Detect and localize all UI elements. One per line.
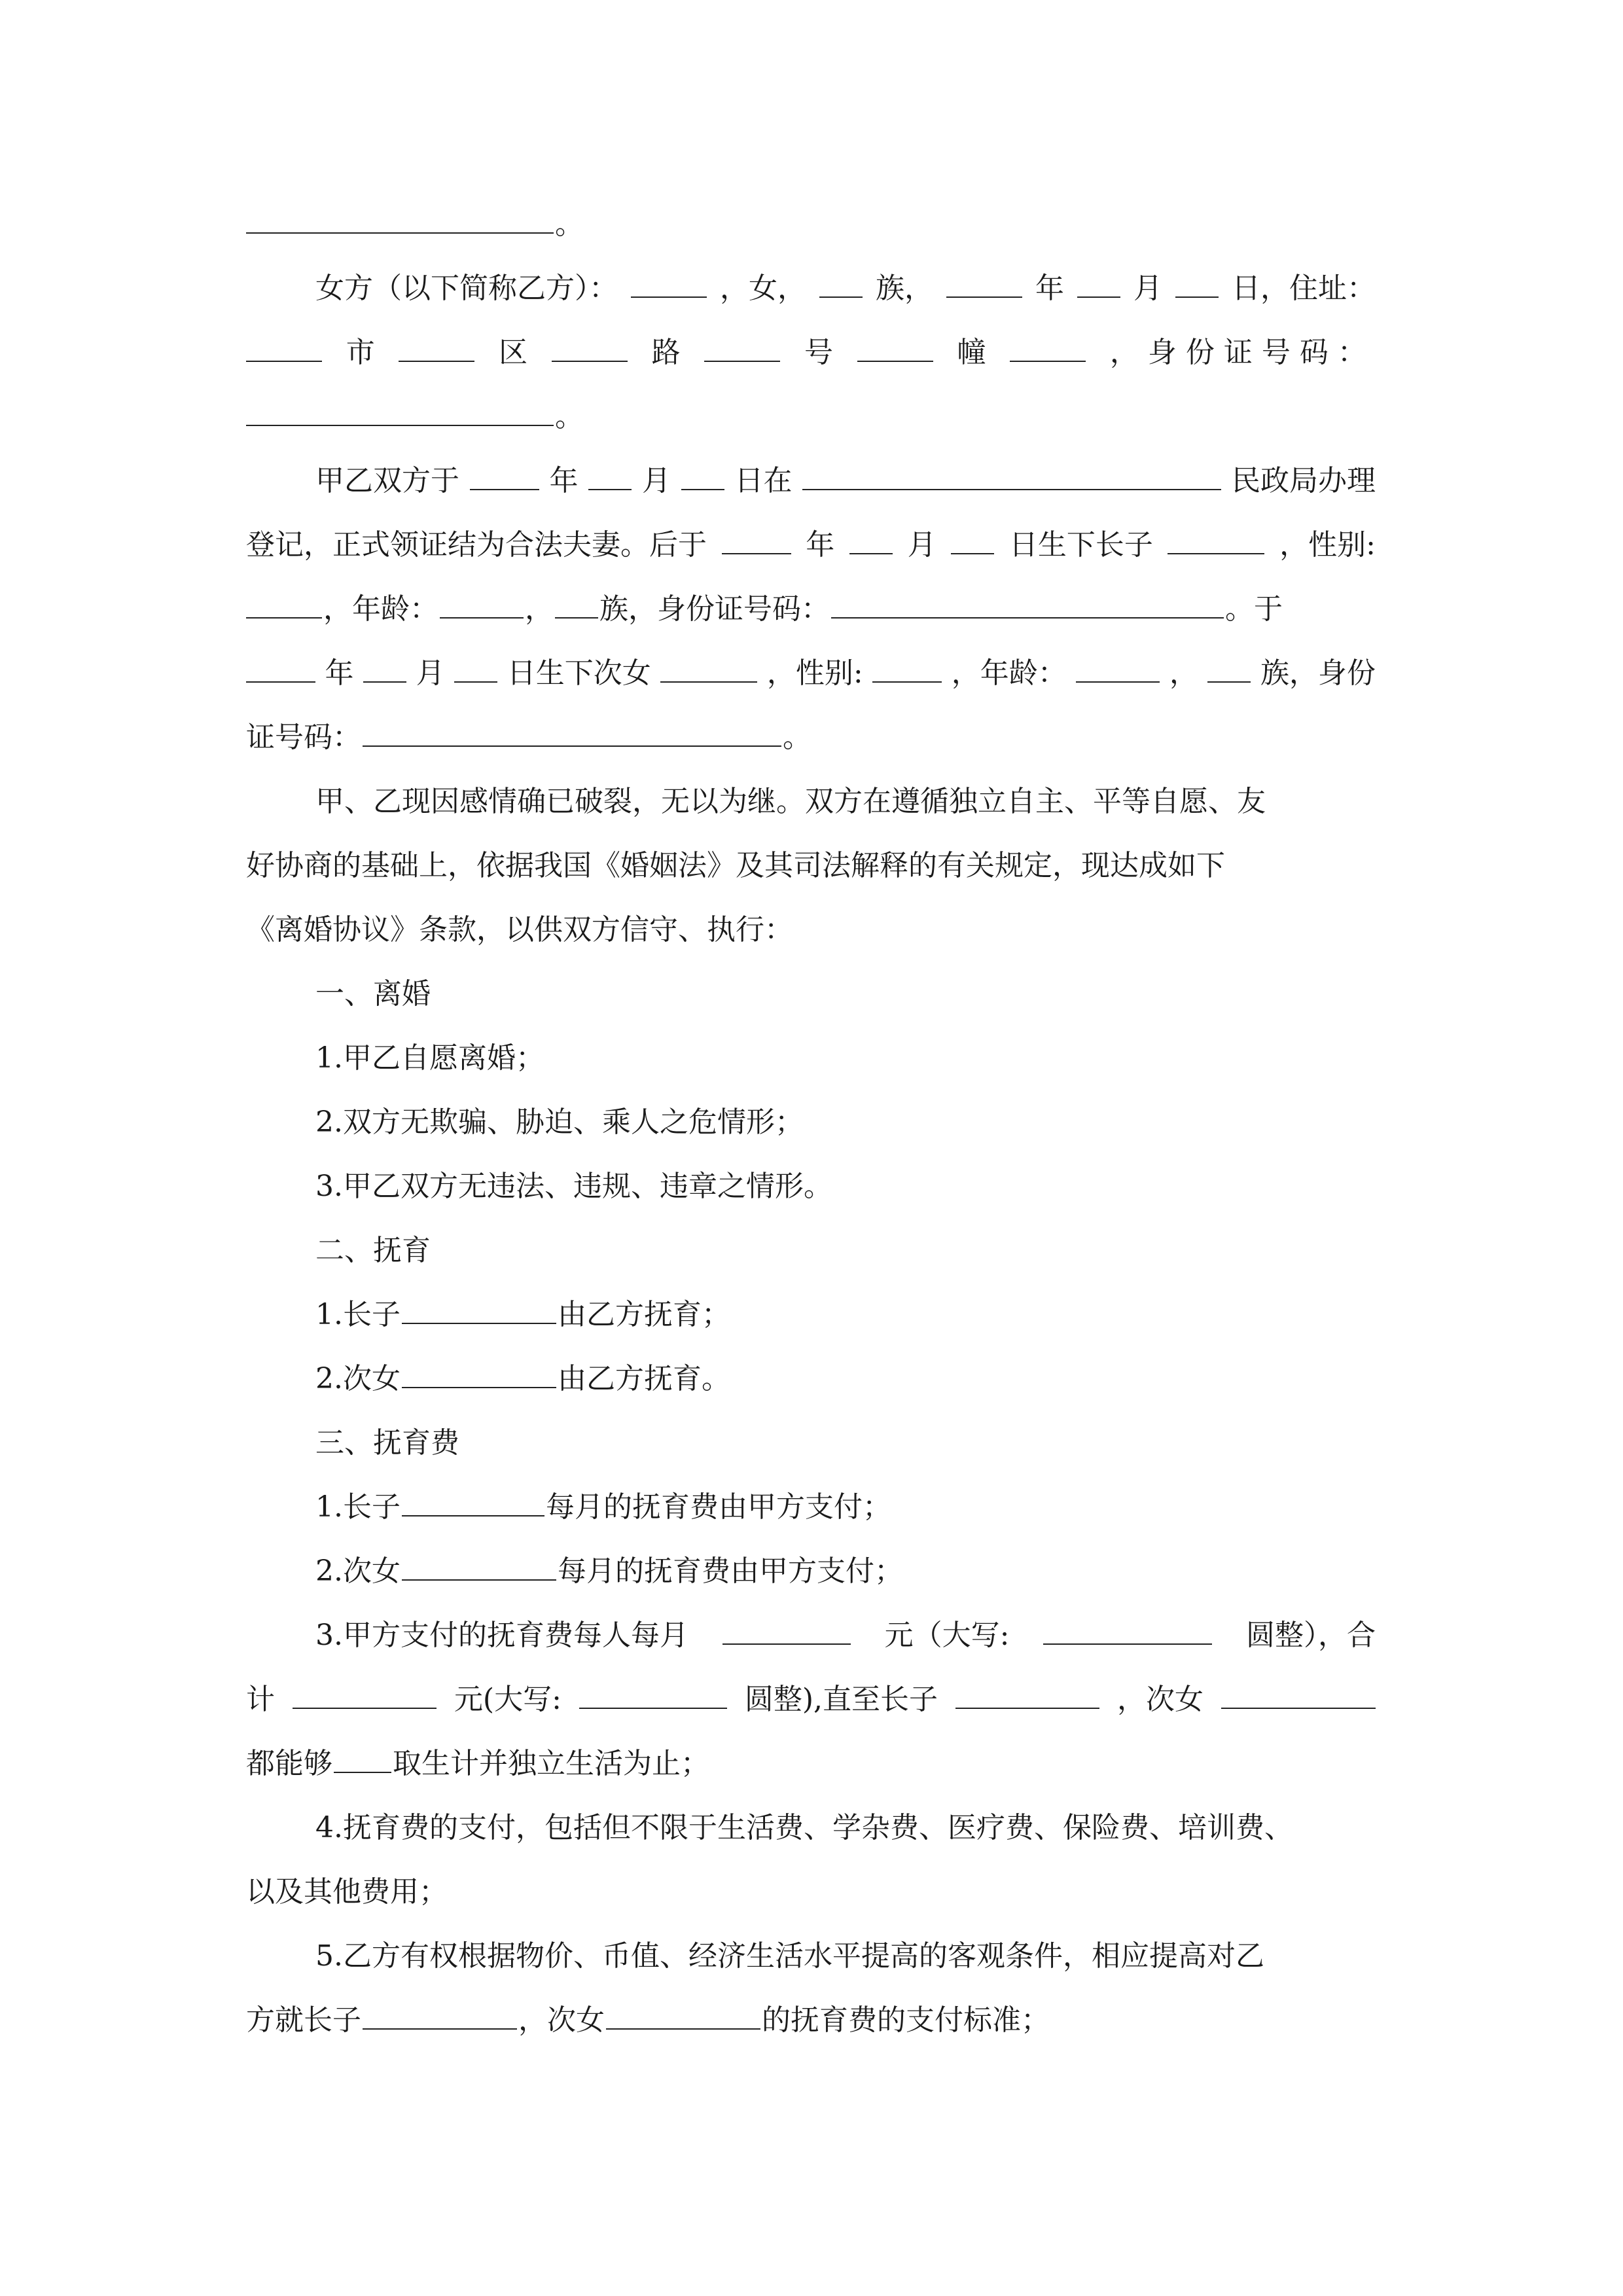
fill-blank[interactable] — [955, 1679, 1099, 1709]
fill-blank[interactable] — [402, 1294, 556, 1324]
doc-line — [246, 264, 1376, 330]
text-segment: 区 — [499, 336, 528, 369]
text-segment: ， — [1169, 656, 1198, 690]
clause-item — [246, 1291, 1376, 1356]
fill-blank[interactable] — [246, 332, 322, 362]
fill-blank[interactable] — [831, 588, 1224, 619]
text-segment: ， — [525, 592, 554, 626]
fill-blank[interactable] — [246, 396, 554, 426]
text-segment: 方就长子 — [246, 2003, 361, 2037]
text-segment: 年 — [325, 656, 354, 690]
fill-blank[interactable] — [552, 332, 628, 362]
text-segment: 月 — [907, 528, 936, 562]
fill-blank[interactable] — [440, 588, 524, 619]
text-segment: 的抚育费的支付标准； — [762, 2003, 1050, 2037]
text-segment: 取生计并独立生活为止； — [393, 1747, 709, 1780]
fill-blank[interactable] — [402, 1358, 556, 1388]
text-segment: ，身份证号码： — [1109, 336, 1376, 369]
clause-item — [246, 1611, 1376, 1677]
text-segment: 路 — [651, 336, 681, 369]
fill-blank[interactable] — [849, 524, 893, 554]
text-segment: ，女， — [720, 272, 806, 305]
text-segment: 民政局办理 — [1232, 464, 1376, 497]
fill-blank[interactable] — [399, 332, 474, 362]
fill-blank[interactable] — [606, 2000, 760, 2030]
text-segment: 月 — [1133, 272, 1162, 305]
text-segment: ，次女 — [518, 2003, 605, 2037]
text-segment: 每月的抚育费由甲方支付； — [557, 1554, 903, 1588]
fill-blank[interactable] — [454, 653, 497, 683]
fill-blank[interactable] — [363, 717, 781, 747]
text-segment: ，性别: — [766, 656, 863, 690]
fill-blank[interactable] — [293, 1679, 437, 1709]
fill-blank[interactable] — [681, 460, 724, 490]
fill-blank[interactable] — [1076, 653, 1160, 683]
fill-blank[interactable] — [588, 460, 632, 490]
fill-blank[interactable] — [1010, 332, 1086, 362]
text-segment: ，年龄： — [951, 656, 1067, 690]
doc-line — [246, 585, 1376, 651]
fill-blank[interactable] — [946, 268, 1022, 298]
fill-blank[interactable] — [722, 1615, 851, 1645]
clause-item: 2.双方无欺骗、胁迫、乘人之危情形； — [315, 1105, 804, 1139]
text-segment: 幢 — [957, 336, 986, 369]
text-segment: 计 — [246, 1683, 275, 1716]
text-segment: 2.次女 — [315, 1362, 401, 1395]
paragraph-line: 甲、乙现因感情确已破裂，无以为继。双方在遵循独立自主、平等自愿、友 — [315, 785, 1266, 818]
fill-blank[interactable] — [1043, 1615, 1212, 1645]
doc-line — [246, 329, 1376, 394]
punctuation: 。 — [555, 400, 584, 433]
doc-line — [246, 1740, 1376, 1805]
doc-line — [246, 521, 1376, 586]
fill-blank[interactable] — [246, 653, 315, 683]
text-segment: 元（大写: — [884, 1619, 1010, 1652]
section-heading: 三、抚育费 — [315, 1426, 459, 1460]
text-segment: 日在 — [734, 464, 793, 497]
section-heading: 一、离婚 — [315, 977, 431, 1011]
fill-blank[interactable] — [1168, 524, 1264, 554]
text-segment: 市 — [346, 336, 375, 369]
fill-blank[interactable] — [1221, 1679, 1376, 1709]
text-segment: 族， — [876, 272, 933, 305]
paragraph-line: 《离婚协议》条款，以供双方信守、执行： — [246, 913, 793, 946]
text-segment: 2.次女 — [315, 1554, 401, 1588]
text-segment: 年 — [806, 528, 835, 562]
fill-blank[interactable] — [363, 653, 406, 683]
text-segment: 族，身份证号码： — [599, 592, 830, 626]
text-segment: 都能够 — [246, 1747, 332, 1780]
clause-item: 4.抚育费的支付，包括但不限于生活费、学杂费、医疗费、保险费、培训费、 — [315, 1811, 1293, 1844]
text-segment: 圆整），合 — [1246, 1619, 1376, 1652]
doc-line — [246, 457, 1376, 522]
text-segment: 号 — [804, 336, 834, 369]
doc-line — [246, 1996, 1376, 2062]
text-segment: 甲乙双方于 — [315, 464, 459, 497]
fill-blank[interactable] — [363, 2000, 517, 2030]
text-segment: 每月的抚育费由甲方支付； — [545, 1490, 891, 1524]
text-segment: 年 — [549, 464, 579, 497]
text-segment: 登记，正式领证结为合法夫妻。后于 — [246, 528, 707, 562]
fill-blank[interactable] — [660, 653, 757, 683]
clause-item — [246, 1483, 1376, 1549]
clause-item — [246, 1355, 1376, 1420]
text-segment: 日生下次女 — [507, 656, 651, 690]
text-segment: 年 — [1035, 272, 1064, 305]
doc-line — [246, 393, 1376, 458]
fill-blank[interactable] — [704, 332, 780, 362]
fill-blank[interactable] — [1175, 268, 1219, 298]
fill-blank[interactable] — [246, 588, 322, 619]
doc-line — [246, 649, 1376, 715]
text-segment: 由乙方抚育。 — [557, 1362, 730, 1395]
text-segment: 族，身份 — [1260, 656, 1376, 690]
fill-blank[interactable] — [802, 460, 1221, 490]
clause-item: 3.甲乙双方无违法、违规、违章之情形。 — [315, 1170, 832, 1203]
fill-blank[interactable] — [1077, 268, 1120, 298]
doc-line — [246, 1676, 1376, 1741]
fill-blank[interactable] — [579, 1679, 727, 1709]
text-segment: 1.长子 — [315, 1490, 401, 1524]
fill-blank[interactable] — [857, 332, 933, 362]
fill-blank[interactable] — [334, 1743, 391, 1773]
text-segment: ，次女 — [1116, 1683, 1204, 1716]
fill-blank[interactable] — [1207, 653, 1251, 683]
text-segment: 3.甲方支付的抚育费每人每月 — [315, 1619, 688, 1652]
doc-line — [246, 713, 1376, 779]
section-heading: 二、抚育 — [315, 1234, 431, 1267]
text-segment: 圆整),直至长子 — [744, 1683, 938, 1716]
text-segment: ，年龄： — [323, 592, 438, 626]
fill-blank[interactable] — [722, 524, 791, 554]
text-segment: 月 — [416, 656, 445, 690]
fill-blank[interactable] — [631, 268, 707, 298]
text-segment: 元(大写: — [454, 1683, 562, 1716]
text-segment: 。于 — [1225, 592, 1283, 626]
fill-blank[interactable] — [246, 204, 554, 234]
text-segment: 日生下长子 — [1008, 528, 1153, 562]
clause-item: 1.甲乙自愿离婚； — [315, 1041, 544, 1075]
fill-blank[interactable] — [555, 588, 598, 619]
fill-blank[interactable] — [402, 1551, 556, 1581]
paragraph-line: 以及其他费用； — [246, 1875, 448, 1909]
clause-item: 5.乙方有权根据物价、币值、经济生活水平提高的客观条件，相应提高对乙 — [315, 1939, 1264, 1973]
paragraph-line: 好协商的基础上，依据我国《婚姻法》及其司法解释的有关规定，现达成如下 — [246, 849, 1225, 882]
fill-blank[interactable] — [872, 653, 942, 683]
text-segment: 日，住址： — [1232, 272, 1376, 305]
text-segment: 月 — [642, 464, 671, 497]
fill-blank[interactable] — [470, 460, 539, 490]
text-segment: 1.长子 — [315, 1298, 401, 1331]
text-segment: ，性别: — [1279, 528, 1376, 562]
text-segment: 女方（以下简称乙方）： — [315, 272, 618, 305]
text-segment: 证号码： — [246, 721, 361, 754]
fill-blank[interactable] — [951, 524, 994, 554]
doc-line — [246, 200, 1376, 266]
punctuation: 。 — [555, 207, 584, 241]
fill-blank[interactable] — [402, 1486, 544, 1516]
fill-blank[interactable] — [819, 268, 863, 298]
text-segment: 。 — [783, 721, 812, 754]
clause-item — [246, 1547, 1376, 1613]
text-segment: 由乙方抚育； — [557, 1298, 730, 1331]
